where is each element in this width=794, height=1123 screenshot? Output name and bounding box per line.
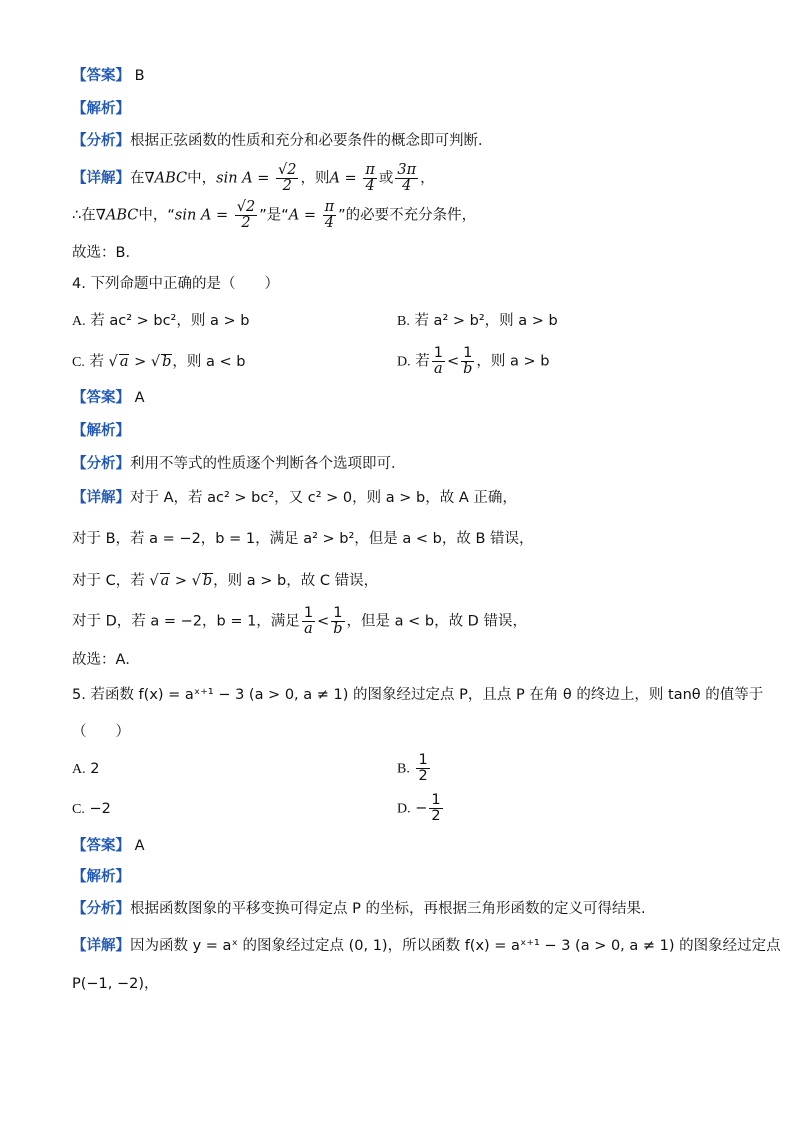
fraction-numerator: √2 <box>278 162 297 178</box>
q4-option-a <box>72 311 249 332</box>
fraction-numerator: 1 <box>303 605 314 621</box>
fraction <box>429 793 442 824</box>
option-text: ，则 a < b <box>172 354 246 370</box>
q5-option-a <box>72 759 99 780</box>
detail-text: ∴在 <box>72 207 96 224</box>
q5-stem: 5. 若函数 f(x) = aˣ⁺¹ − 3 (a > 0, a ≠ 1) 的图象经过定点 P，且点 P 在角 θ 的终边上，则 tanθ 的值等于 <box>72 687 764 703</box>
option-label: B. <box>397 761 410 777</box>
fraction-numerator: 1 <box>431 792 441 808</box>
sqrt-radicand: b <box>202 573 213 589</box>
detail-text: ，则 <box>300 170 330 187</box>
fraction <box>331 606 344 637</box>
math-operator: − <box>415 800 428 817</box>
sqrt-radicand: b <box>162 354 172 370</box>
fraction-denominator: 4 <box>324 215 334 231</box>
detail-text: 中， <box>187 170 217 187</box>
q5-option-d <box>397 793 445 825</box>
option-label: B. <box>397 314 410 329</box>
fenxi-tag: 【分析】 <box>72 901 130 917</box>
q5-answer-line <box>72 836 754 856</box>
q4-analysis-heading <box>72 421 754 441</box>
fraction-numerator: 3π <box>397 162 417 178</box>
option-label: C. <box>72 355 85 370</box>
fraction <box>302 606 315 637</box>
fraction <box>363 163 377 194</box>
fraction-denominator: b <box>463 361 473 377</box>
answer-value: B <box>134 68 145 84</box>
detail-text: ”的必要不充分条件， <box>338 207 477 224</box>
detail-tag: 【详解】 <box>72 938 130 954</box>
fraction-denominator: 2 <box>241 215 251 231</box>
fenxi-text: 利用不等式的性质逐个判断各个选项即可． <box>130 456 406 472</box>
q3-fenxi-line <box>72 131 754 151</box>
q5-analysis-heading <box>72 867 754 887</box>
fraction <box>323 200 337 231</box>
option-text: −2 <box>89 801 111 817</box>
q4-option-d <box>397 346 550 378</box>
math-expression: sin A = <box>216 170 270 187</box>
fraction-denominator: 2 <box>418 768 428 784</box>
detail-text: 中，“ <box>138 207 175 224</box>
answer-tag: 【答案】 <box>72 68 130 84</box>
analysis-tag: 【解析】 <box>72 869 130 885</box>
option-label: A. <box>72 314 86 329</box>
q4-option-b <box>397 311 558 332</box>
math-expression: sin A = <box>174 207 229 224</box>
answer-value: A <box>134 390 145 406</box>
q5-option-c <box>72 799 111 820</box>
fraction-numerator: π <box>324 199 335 215</box>
math-operator: < <box>317 613 330 630</box>
q4-detail-a <box>72 488 754 508</box>
answer-tag: 【答案】 <box>72 390 130 406</box>
fraction-denominator: a <box>434 361 443 377</box>
answer-tag: 【答案】 <box>72 838 130 854</box>
fraction-denominator: 2 <box>282 178 292 194</box>
analysis-tag: 【解析】 <box>72 423 130 439</box>
fraction <box>461 346 474 377</box>
fenxi-text: 根据函数图象的平移变换可得定点 P 的坐标，再根据三角形函数的定义可得结果. <box>130 901 646 917</box>
detail-text: 对于 D，若 a = −2，b = 1，满足 <box>72 613 300 630</box>
detail-tag: 【详解】 <box>72 490 130 506</box>
fraction <box>416 753 429 784</box>
analysis-tag: 【解析】 <box>72 101 130 117</box>
fraction-numerator: 1 <box>461 346 474 362</box>
math-expression: A = <box>288 207 316 224</box>
option-label: D. <box>397 354 411 370</box>
detail-text: 在 <box>130 170 145 187</box>
math-operator: > <box>134 354 147 370</box>
triangle-symbol: ∇ABC <box>95 207 139 224</box>
detail-text: 因为函数 y = aˣ 的图象经过定点 (0, 1)，所以函数 f(x) = aˣ⁺¹ − 3 (a > 0, a ≠ 1) 的图象经过定点 <box>130 938 781 954</box>
fraction <box>432 346 445 377</box>
math-operator: > <box>174 573 188 589</box>
fraction-numerator: 1 <box>418 752 428 768</box>
q3-detail-line-1 <box>72 163 754 193</box>
math-expression: A = <box>329 170 357 187</box>
fraction <box>235 200 257 231</box>
fraction-denominator: a <box>304 621 313 637</box>
sqrt-radicand: a <box>119 354 129 370</box>
q4-detail-d <box>72 606 754 640</box>
fenxi-tag: 【分析】 <box>72 456 130 472</box>
option-label: C. <box>72 802 85 817</box>
fenxi-tag: 【分析】 <box>72 133 130 149</box>
fraction <box>276 163 298 194</box>
option-label: D. <box>397 801 411 817</box>
fraction-numerator: √2 <box>236 199 256 215</box>
detail-text: 对于 C，若 <box>72 573 145 589</box>
fraction-denominator: 4 <box>402 178 412 194</box>
fraction-denominator: 4 <box>365 178 375 194</box>
math-operator: < <box>446 353 460 370</box>
option-text: 若 <box>89 354 104 370</box>
fraction-numerator: 1 <box>433 345 443 361</box>
q3-analysis-heading <box>72 99 754 119</box>
triangle-symbol: ∇ABC <box>144 170 188 187</box>
q4-detail-b: 对于 B，若 a = −2，b = 1，满足 a² > b²，但是 a < b，故 B 错误， <box>72 531 534 547</box>
q4-stem: 4. 下列命题中正确的是（ ） <box>72 276 279 292</box>
option-label: A. <box>72 762 86 777</box>
fraction-denominator: 2 <box>431 808 441 824</box>
detail-text: 对于 A，若 ac² > bc²，又 c² > 0，则 a > b，故 A 正确， <box>130 490 517 506</box>
detail-text: ”是“ <box>259 207 289 224</box>
q3-answer-line <box>72 66 754 86</box>
q4-fenxi-line <box>72 454 754 474</box>
q5-option-b <box>397 753 432 785</box>
q3-conclusion: 故选：B． <box>72 245 140 261</box>
detail-text: 或 <box>378 170 394 187</box>
answer-value: A <box>134 838 145 854</box>
fraction-denominator: b <box>333 621 343 637</box>
detail-text: ， <box>420 170 435 187</box>
q5-detail-line-2: P(−1, −2)， <box>72 976 159 992</box>
q5-fenxi-line <box>72 899 754 919</box>
q4-option-c: C. 若 √ a > √ b，则 a < b <box>72 354 246 370</box>
option-text: 若 a² > b²，则 a > b <box>414 313 558 329</box>
fraction <box>395 163 418 194</box>
fraction-numerator: 1 <box>331 606 344 622</box>
q4-answer-line <box>72 388 754 408</box>
detail-text: ，则 a > b，故 C 错误， <box>213 573 379 589</box>
q5-detail-line-1 <box>72 936 781 956</box>
sqrt-radicand: a <box>160 573 170 589</box>
option-text: ，则 a > b <box>476 353 550 370</box>
q4-conclusion: 故选：A． <box>72 652 140 668</box>
q5-stem-paren: （ ） <box>72 724 130 740</box>
fenxi-text: 根据正弦函数的性质和充分和必要条件的概念即可判断． <box>130 133 493 149</box>
option-text: 2 <box>90 761 100 777</box>
q3-detail-line-2 <box>72 200 754 230</box>
q4-detail-c: 对于 C，若 √ a > √ b，则 a > b，故 C 错误， <box>72 573 379 589</box>
detail-text: ，但是 a < b，故 D 错误， <box>346 613 527 630</box>
fraction-numerator: π <box>365 162 375 178</box>
detail-tag: 【详解】 <box>72 170 130 187</box>
option-text: 若 <box>415 353 430 370</box>
option-text: 若 ac² > bc²，则 a > b <box>90 313 250 329</box>
